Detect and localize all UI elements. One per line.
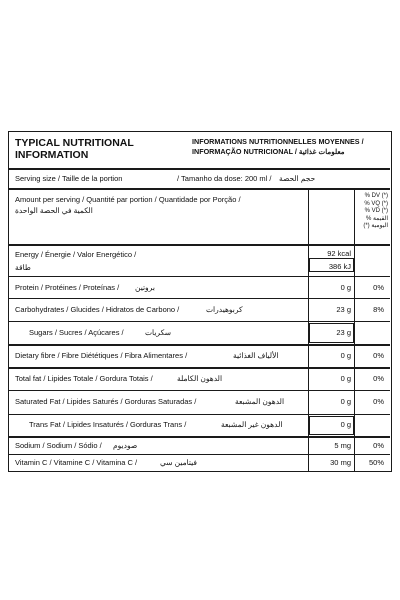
row-dv: 8% xyxy=(373,305,384,314)
title-multilingual xyxy=(192,137,388,157)
row-label: Vitamin C / Vitamine C / Vitamina C / xyxy=(15,458,138,467)
serving-size-row xyxy=(9,170,390,187)
daily-value-header xyxy=(354,193,388,231)
dv-header-ar-1: % القيمة xyxy=(365,215,388,222)
row-label: Protein / Protéines / Proteínas / xyxy=(15,283,120,292)
row-label-arabic: فيتامين سي xyxy=(160,458,198,467)
energy-kj-box xyxy=(309,258,354,272)
row-label-arabic: بروتين xyxy=(135,283,155,292)
row-label: Energy / Énergie / Valor Energético / xyxy=(15,250,137,259)
title-english xyxy=(15,137,185,161)
row-label: Trans Fat / Lipides Insaturés / Gorduras Trans / xyxy=(29,420,187,429)
panel-header xyxy=(9,132,390,168)
row-label: Total fat / Lipides Totale / Gordura Totais / xyxy=(15,374,153,383)
row-dv: 0% xyxy=(373,397,384,406)
row-amount: 0 g xyxy=(340,351,351,360)
row-label-arabic: طاقة xyxy=(15,263,31,272)
row-label-arabic: الدهون غير المشبعة xyxy=(221,420,283,429)
row-label-arabic: الألياف الغذائية xyxy=(233,351,279,360)
row-label-arabic: صوديوم xyxy=(113,441,138,450)
table-row xyxy=(9,455,390,470)
row-amount: 23 g xyxy=(336,328,351,337)
serving-size-label: Serving size / Taille de la portion xyxy=(15,174,123,183)
dv-header-pt: % VD (*) xyxy=(364,208,388,215)
row-amount: 92 kcal xyxy=(327,249,351,258)
row-amount: 30 mg xyxy=(330,458,351,467)
serving-divider xyxy=(9,188,390,190)
row-label-arabic: الدهون المشبعة xyxy=(235,397,285,406)
title-line-1: TYPICAL NUTRITIONAL xyxy=(15,137,134,149)
table-row xyxy=(9,391,390,414)
row-dv: 0% xyxy=(373,351,384,360)
sugars-amount-box xyxy=(309,323,354,343)
multilingual-title-line-1: INFORMATIONS NUTRITIONNELLES MOYENNES / xyxy=(192,137,364,146)
row-amount: 0 g xyxy=(340,397,351,406)
table-row xyxy=(9,299,390,321)
amount-per-serving-line-1: Amount per serving / Quantité par portion / Quantidade por Porção / xyxy=(15,195,241,204)
dv-header-en: % DV (*) xyxy=(364,193,388,199)
row-amount: 0 g xyxy=(340,420,351,429)
table-row xyxy=(9,277,390,298)
table-row xyxy=(9,438,390,454)
row-amount-kj: 386 kJ xyxy=(328,262,351,271)
row-label: Sugars / Sucres / Açúcares / xyxy=(29,328,124,337)
row-amount: 0 g xyxy=(340,283,351,292)
row-dv: 0% xyxy=(373,441,384,450)
row-label-arabic: سكريات xyxy=(145,328,171,337)
row-label-arabic: كربوهيدرات xyxy=(206,305,243,314)
row-dv: 50% xyxy=(368,458,384,467)
serving-size-value: / Tamanho da dose: 200 ml / xyxy=(177,174,272,183)
trans-fat-amount-box xyxy=(309,416,354,435)
row-label: Dietary fibre / Fibre Diététiques / Fibra Alimentares / xyxy=(15,351,188,360)
row-dv: 0% xyxy=(373,374,384,383)
dv-header-fr: % VQ (*) xyxy=(364,200,388,207)
row-label: Sodium / Sodium / Sódio / xyxy=(15,441,102,450)
row-amount: 23 g xyxy=(336,305,351,314)
dv-header-ar-2: (*) اليومية xyxy=(363,223,388,230)
table-row xyxy=(9,369,390,390)
amount-per-serving-label xyxy=(15,194,315,216)
multilingual-title-line-2: INFORMAÇÃO NUTRICIONAL / معلومات غذائية xyxy=(192,147,345,156)
row-amount: 0 g xyxy=(340,374,351,383)
amount-per-serving-arabic: الكمية في الحصة الواحدة xyxy=(15,206,93,215)
row-label: Carbohydrates / Glucides / Hidratos de Carbono / xyxy=(15,305,180,314)
row-dv: 0% xyxy=(373,283,384,292)
serving-size-arabic: حجم الحصة xyxy=(279,174,316,183)
table-row xyxy=(9,346,390,367)
row-label-arabic: الدهون الكاملة xyxy=(177,374,223,383)
nutrition-facts-panel xyxy=(8,131,392,472)
title-line-2: INFORMATION xyxy=(15,149,89,161)
row-amount: 5 mg xyxy=(334,441,351,450)
row-label: Saturated Fat / Lipides Saturés / Gorduras Saturadas / xyxy=(15,397,197,406)
